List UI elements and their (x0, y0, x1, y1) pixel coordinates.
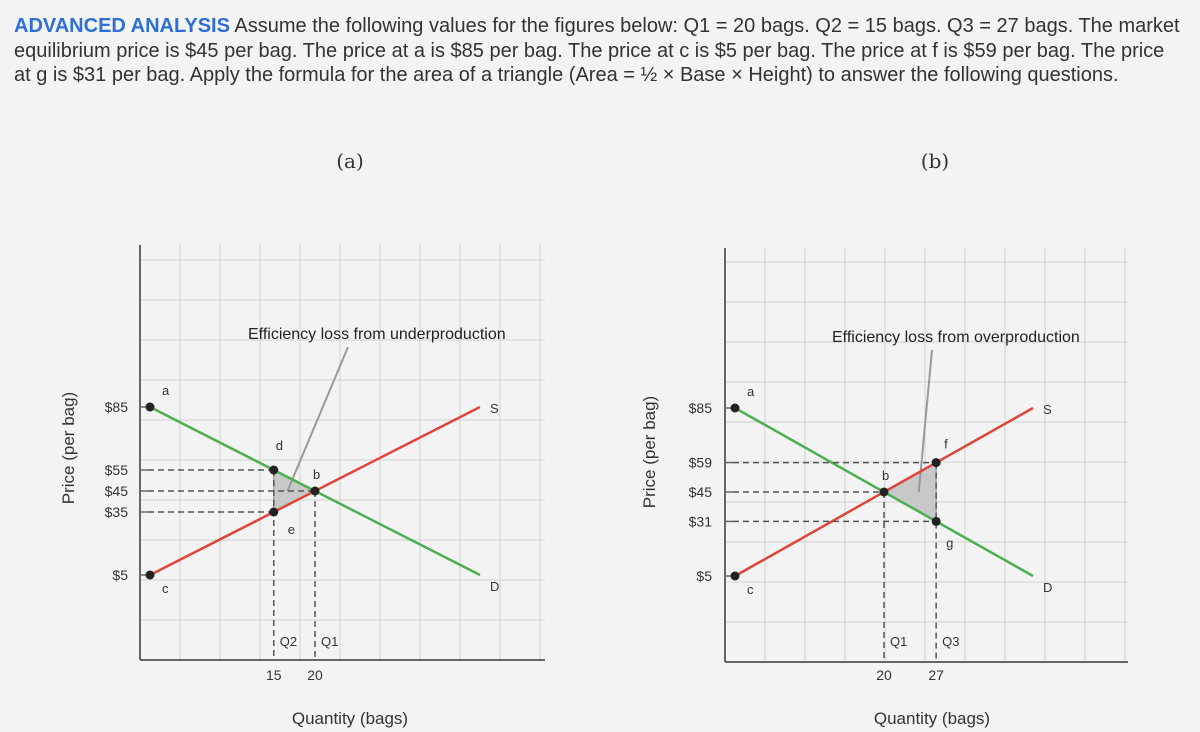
quantity-q-label: Q2 (279, 634, 298, 649)
y-tick-label: $85 (104, 399, 128, 415)
panel-label: (a) (336, 149, 364, 173)
quantity-q-label: Q1 (321, 634, 339, 649)
y-axis-title: Price (per bag) (640, 395, 659, 509)
point-label-d: d (275, 438, 283, 453)
y-axis-title: Price (per bag) (59, 391, 78, 505)
chart-panel-a (59, 149, 545, 728)
supply-curve-label: S (1043, 402, 1052, 417)
point-f (932, 458, 941, 467)
supply-curve-label: S (490, 401, 499, 416)
y-tick-label: $85 (688, 400, 712, 416)
y-tick-label: $45 (104, 483, 128, 499)
y-tick-label: $59 (688, 454, 712, 471)
question-body: Assume the following values for the figures below: Q1 = 20 bags. Q2 = 15 bags. Q3 = 27 bags. The market equilibrium price is $45 per bag. The price at a is $85 per bag. The price at c is $5 per bag. The price at f is $59 per bag. The price at g is $31 per bag. Apply the formula for the area of a triangle (Area = ½ × Base × Height) to answer the following questions. (14, 15, 1180, 86)
point-b (311, 487, 320, 496)
point-label-c: c (162, 581, 169, 596)
point-label-a: a (162, 383, 170, 398)
point-c (731, 572, 740, 581)
y-tick-label: $5 (112, 567, 128, 583)
efficiency-loss-triangle (884, 463, 936, 522)
point-b (880, 488, 889, 497)
point-label-a: a (747, 384, 755, 399)
panel-label: (b) (920, 149, 950, 173)
chart-panel-b (640, 149, 1128, 728)
point-label-c: c (747, 582, 754, 597)
quantity-q-label: Q1 (890, 634, 908, 649)
x-tick-label: 15 (265, 667, 282, 683)
x-tick-label: 27 (928, 667, 944, 683)
y-tick-label: $5 (696, 568, 712, 584)
chart-title: Efficiency loss from overproduction (832, 329, 1080, 346)
demand-curve-label: D (490, 579, 500, 594)
point-label-g: g (946, 535, 954, 551)
point-a (731, 404, 740, 413)
quantity-q-label: Q3 (942, 634, 960, 649)
x-axis-title: Quantity (bags) (873, 709, 991, 728)
point-c (146, 571, 155, 580)
point-label-b: b (882, 468, 890, 483)
y-tick-label: $55 (104, 462, 128, 478)
chart-title: Efficiency loss from underproduction (248, 326, 506, 343)
question-lead: ADVANCED ANALYSIS (14, 15, 230, 37)
x-tick-label: 20 (307, 667, 323, 683)
demand-curve-label: D (1043, 580, 1053, 595)
y-tick-label: $31 (688, 513, 712, 530)
x-tick-label: 20 (876, 667, 892, 683)
point-label-e: e (287, 522, 295, 537)
point-g (932, 517, 941, 526)
y-tick-label: $45 (688, 484, 712, 500)
point-label-f: f (944, 436, 948, 452)
point-d (269, 466, 278, 475)
point-a (146, 403, 155, 412)
y-tick-label: $35 (104, 504, 128, 520)
x-axis-title: Quantity (bags) (291, 709, 409, 728)
point-e (269, 508, 278, 517)
point-label-b: b (313, 467, 321, 482)
